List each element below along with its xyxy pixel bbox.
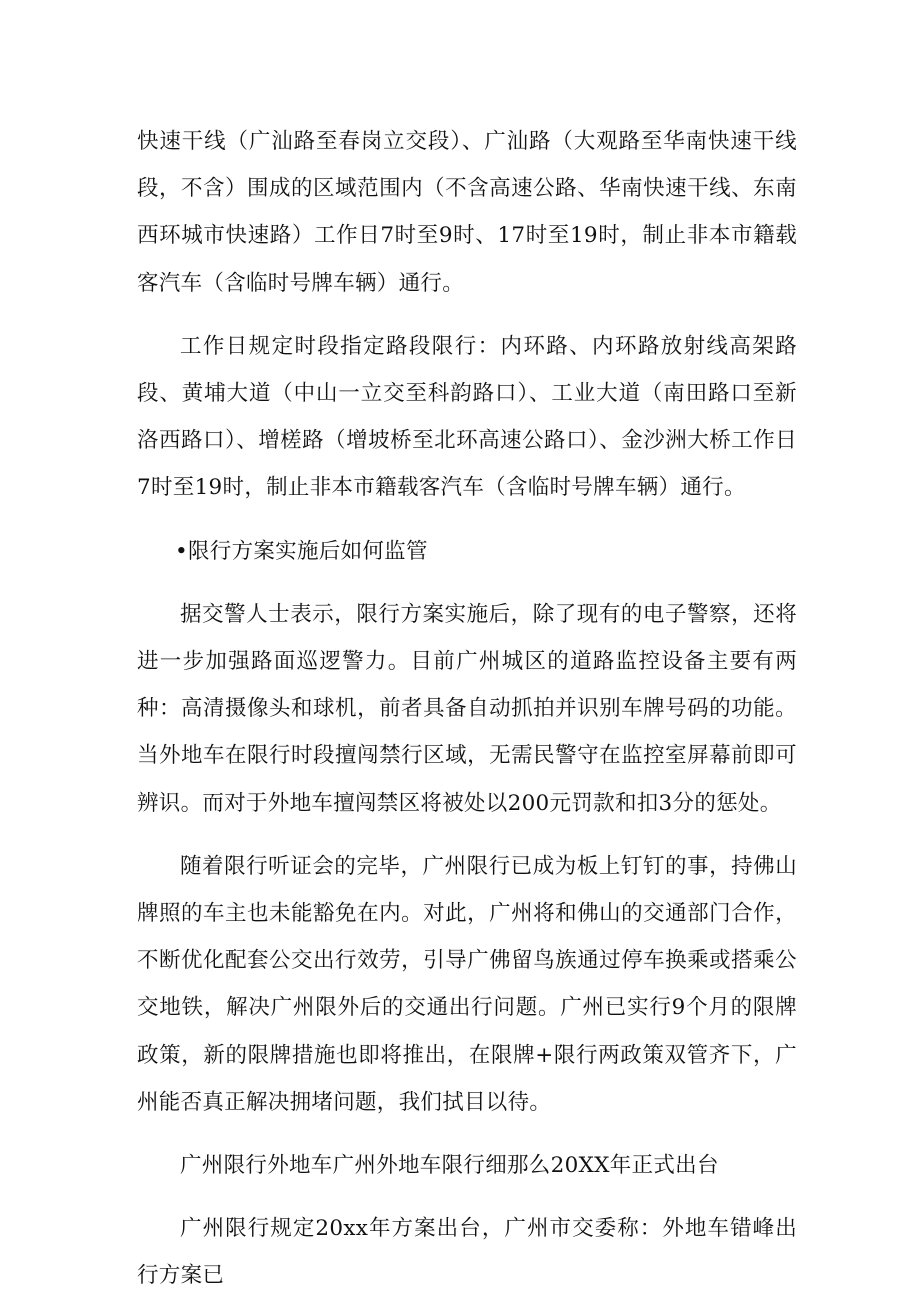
paragraph-enforcement: 据交警人士表示，限行方案实施后，除了现有的电子警察，还将进一步加强路面巡逻警力。目前广州城区的道路监控设备主要有两种：高清摄像头和球机，前者具备自动抓拍并识别车牌号码的功能。当外地车在限行时段擅闯禁行区域，无需民警守在监控室屏幕前即可辨识。而对于外地车擅闯禁区将被处以200元罚款和扣3分的惩处。 (137, 601, 797, 816)
section-heading-official-release: 广州限行外地车广州外地车限行细那么20XX年正式出台 (180, 1153, 719, 1179)
paragraph-official-release: 广州限行规定20xx年方案出台，广州市交委称：外地车错峰出行方案已 (137, 1216, 797, 1289)
paragraph-road-restriction: 工作日规定时段指定路段限行：内环路、内环路放射线高架路段、黄埔大道（中山一立交至科韵路口）、工业大道（南田路口至新洛西路口）、增槎路（增坡桥至北环高速公路口）、金沙洲大桥工作日7时至19时，制止非本市籍载客汽车（含临时号牌车辆）通行。 (137, 333, 797, 501)
section-heading-enforcement: •限行方案实施后如何监管 (175, 538, 428, 564)
paragraph-zone-restriction: 快速干线（广汕路至春岗立交段）、广汕路（大观路至华南快速干线段，不含）围成的区域范围内（不含高速公路、华南快速干线、东南西环城市快速路）工作日7时至9时、17时至19时，制止非本市籍载客汽车（含临时号牌车辆）通行。 (137, 129, 797, 296)
paragraph-outlook: 随着限行听证会的完毕，广州限行已成为板上钉钉的事，持佛山牌照的车主也未能豁免在内。对此，广州将和佛山的交通部门合作，不断优化配套公交出行效劳，引导广佛留鸟族通过停车换乘或搭乘公交地铁，解决广州限外后的交通出行问题。广州已实行9个月的限牌政策，新的限牌措施也即将推出，在限牌+限行两政策双管齐下，广州能否真正解决拥堵问题，我们拭目以待。 (137, 853, 797, 1115)
document-body (137, 118, 797, 1316)
